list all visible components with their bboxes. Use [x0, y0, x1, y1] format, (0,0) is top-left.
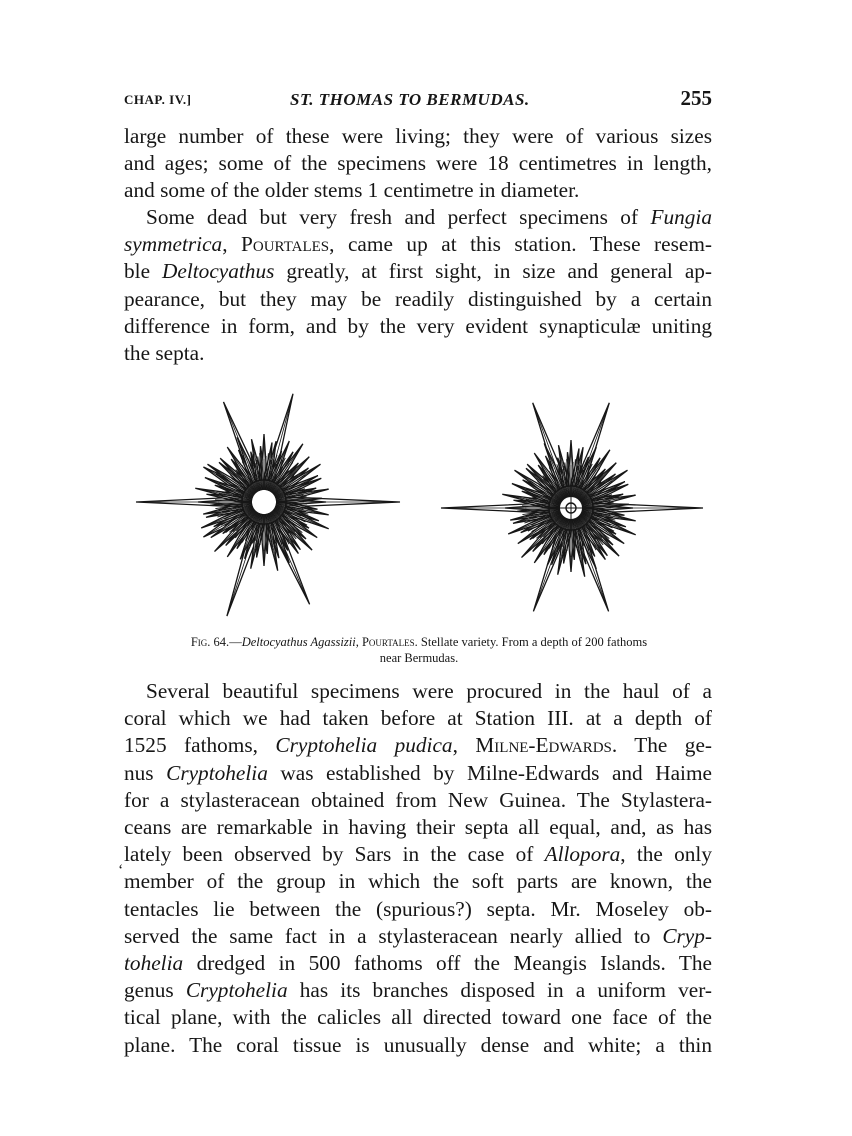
- chapter-label: CHAP. IV.]: [124, 92, 192, 107]
- text-line: Some dead but very fresh and perfect specimens of Fungia: [146, 205, 712, 229]
- taxon-name: Fungia: [650, 205, 712, 229]
- text-line: served the same fact in a stylasteracean nearly allied to Cryp-: [124, 923, 712, 948]
- running-header: [124, 88, 714, 114]
- page-number: 255: [680, 86, 712, 110]
- caption-line: near Bermudas.: [379, 650, 459, 665]
- text-line: tohelia dredged in 500 fathoms off the Meangis Islands. The: [124, 951, 712, 976]
- taxon-name: symmetrica: [124, 232, 223, 257]
- taxon-name: Cryptohelia: [166, 760, 268, 785]
- text-line: lately been observed by Sars in the case of Allopora, the only: [124, 842, 712, 867]
- text-line: member of the group in which the soft parts are known, the: [124, 869, 712, 894]
- text-line: genus Cryptohelia has its branches disposed in a uniform ver-: [124, 978, 712, 1003]
- taxon-name: Cryptohelia pudica: [275, 733, 453, 758]
- caption-line: Fig. 64.—Deltocyathus Agassizii, Pourtales. Stellate variety. From a depth of 200 fathoms: [190, 635, 648, 649]
- coral-center-glow: [255, 493, 273, 511]
- text-line: 1525 fathoms, Cryptohelia pudica, Milne-Edwards. The ge-: [124, 733, 712, 758]
- text-line: the septa.: [124, 341, 205, 366]
- caption-author: Pourtales.: [361, 635, 418, 649]
- paragraph-3: [124, 678, 712, 1059]
- figure-caption: [124, 635, 714, 666]
- text-line: pearance, but they may be readily distinguished by a certain: [124, 286, 712, 311]
- coral-specimen-right: [441, 403, 703, 612]
- taxon-name: Deltocyathus: [162, 259, 275, 284]
- text-line: large number of these were living; they were of various sizes: [124, 124, 712, 148]
- text-line: plane. The coral tissue is unusually dense and white; a thin: [124, 1032, 712, 1057]
- taxon-name: tohelia: [124, 951, 184, 976]
- text-line: tentacles lie between the (spurious?) septa. Mr. Moseley ob-: [124, 896, 712, 921]
- text-line: tical plane, with the calicles all directed toward one face of the: [124, 1005, 712, 1030]
- author-name: Milne-Edwards: [475, 733, 612, 758]
- text-line: ceans are remarkable in having their septa all equal, and, as has: [124, 815, 712, 840]
- text-line: ble Deltocyathus greatly, at first sight, in size and general ap-: [124, 259, 713, 284]
- author-name: Pourtales: [241, 232, 330, 257]
- text-line: for a stylasteracean obtained from New Guinea. The Stylastera-: [124, 787, 712, 812]
- text-line: Several beautiful specimens were procured in the haul of a: [146, 679, 712, 703]
- text-line: nus Cryptohelia was established by Milne-Edwards and Haime: [124, 760, 712, 785]
- text-line: and some of the older stems 1 centimetre in diameter.: [124, 178, 580, 203]
- text-line: difference in form, and by the very evident synapticulæ uniting: [124, 313, 712, 338]
- coral-illustration: [124, 390, 724, 630]
- text-line: and ages; some of the specimens were 18 centimetres in length,: [124, 151, 712, 176]
- text-line: symmetrica, Pourtales, came up at this station. These resem-: [124, 232, 712, 257]
- paragraph-1: [124, 123, 712, 205]
- margin-mark: ‘: [118, 862, 124, 879]
- taxon-name: Cryptohelia: [185, 978, 288, 1003]
- text-line: coral which we had taken before at Station III. at a depth of: [124, 706, 712, 731]
- caption-taxon: Deltocyathus Agassizii: [241, 635, 356, 649]
- coral-specimen-left: [136, 394, 400, 616]
- running-title: ST. THOMAS TO BERMUDAS.: [290, 90, 530, 109]
- figure-label: Fig. 64.: [190, 635, 230, 649]
- taxon-name: Cryp-: [662, 923, 712, 948]
- paragraph-2: [124, 204, 712, 367]
- taxon-name: Allopora: [544, 842, 621, 867]
